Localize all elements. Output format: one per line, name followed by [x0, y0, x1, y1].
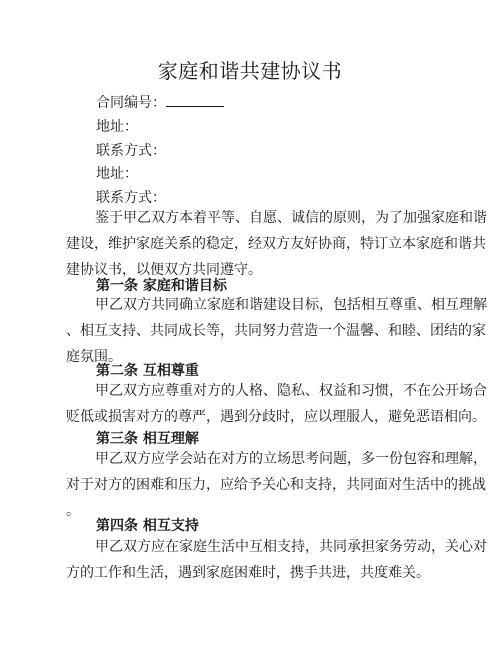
paragraph-line: 甲乙双方应学会站在对方的立场思考问题，多一份包容和理解， — [95, 451, 487, 467]
paragraph-line: 对于对方的困难和压力，应给予关心和支持，共同面对生活中的挑战 — [66, 477, 486, 493]
section-heading-2: 第二条 互相尊重 — [96, 363, 199, 379]
section-heading-1: 第一条 家庭和谐目标 — [96, 278, 227, 294]
paragraph-line: 、相互支持、共同成长等，共同努力营造一个温馨、和睦、团结的家 — [66, 323, 486, 339]
paragraph-line: 。 — [66, 503, 80, 519]
contract-number-blank — [166, 94, 224, 107]
section-heading-4: 第四条 相互支持 — [96, 518, 199, 534]
document-title: 家庭和谐共建协议书 — [157, 59, 343, 83]
contact-field-1: 联系方式： — [96, 143, 166, 159]
contract-number-field — [96, 94, 224, 112]
contact-field-2: 联系方式： — [96, 190, 166, 206]
paragraph-line: 甲乙双方共同确立家庭和谐建设目标，包括相互尊重、相互理解 — [95, 297, 487, 313]
paragraph-line: 贬低或损害对方的尊严，遇到分歧时，应以理服人，避免恶语相向。 — [66, 409, 486, 425]
paragraph-line: 鉴于甲乙双方本着平等、自愿、诚信的原则，为了加强家庭和谐 — [95, 210, 487, 226]
address-field-1: 地址： — [96, 119, 138, 135]
address-field-2: 地址： — [96, 166, 138, 182]
section-body-2 — [66, 378, 487, 430]
section-body-1 — [66, 292, 487, 370]
paragraph-line: 甲乙双方应在家庭生活中互相支持，共同承担家务劳动，关心对 — [95, 539, 487, 555]
paragraph-line: 方的工作和生活，遇到家庭困难时，携手共进，共度难关。 — [66, 565, 430, 581]
paragraph-line: 庭氛围。 — [66, 349, 122, 365]
paragraph-line: 建设，维护家庭关系的稳定，经双方友好协商，特订立本家庭和谐共 — [66, 236, 486, 252]
paragraph-line: 建协议书，以便双方共同遵守。 — [66, 262, 262, 278]
paragraph-line: 甲乙双方应尊重对方的人格、隐私、权益和习惯，不在公开场合 — [95, 383, 487, 399]
intro-paragraph — [66, 205, 487, 283]
contract-number-label: 合同编号： — [96, 95, 166, 111]
section-heading-3: 第三条 相互理解 — [96, 431, 199, 447]
section-body-4 — [66, 534, 487, 586]
section-body-3 — [66, 446, 487, 524]
